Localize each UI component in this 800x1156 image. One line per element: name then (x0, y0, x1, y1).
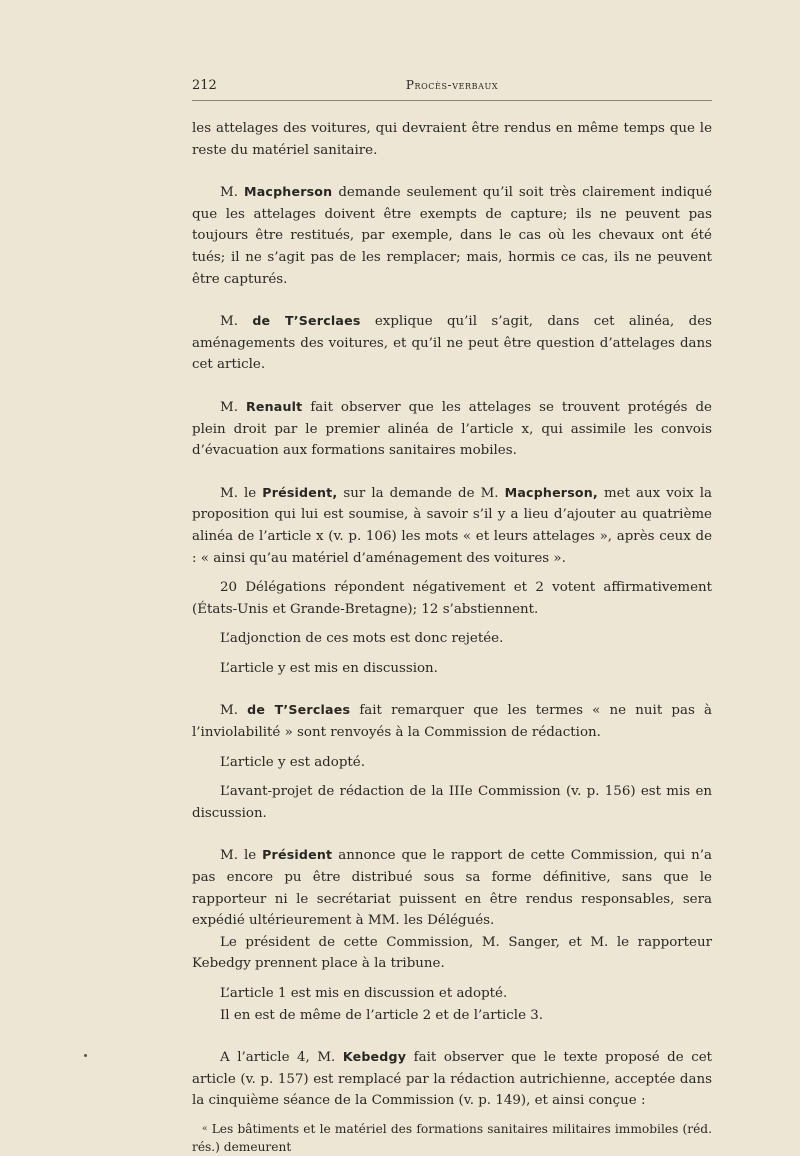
paragraph-17: « Les bâtiments et le matériel des formations sanitaires militaires immobiles (réd. rés.) demeurent (192, 1121, 712, 1154)
speaker-name: de T’Serclaes (252, 313, 361, 329)
paragraph-2: M. Macpherson demande seulement qu’il soit très clairement indiqué que les attelages doivent être exempts de capture; ils ne peuvent pas toujours être restitués, par exemple, dans le cas où les chevaux ont été tués; il ne s’agit pas de les remplacer; mais, hormis ce cas, ils ne peuvent être capturés. (192, 184, 712, 287)
quote-mark: « (202, 1123, 208, 1134)
paragraph-7: L’adjonction de ces mots est donc rejetée. (220, 631, 504, 647)
speaker-name: Kebedgy (342, 1049, 407, 1065)
paper-speck (84, 1054, 87, 1057)
paragraph-10: L’article y est adopté. (220, 754, 365, 770)
paragraph-6: 20 Délégations répondent négativement et 2 votent affirmativement (États-Unis et Grande-Bretagne); 12 s’abstiennent. (192, 580, 712, 617)
paragraph-9: M. de T’Serclaes fait remarquer que les termes « ne nuit pas à l’inviolabilité » sont renvoyés à la Commission de rédaction. (192, 702, 712, 741)
paragraph-16: A l’article 4, M. Kebedgy fait observer que le texte proposé de cet article (v. p. 157) est remplacé par la rédaction autrichienne, acceptée dans la cinquième séance de la Commission (v. p. 149), et ainsi conçue : (192, 1049, 713, 1109)
speaker-name: Renault (245, 398, 303, 414)
paragraph-14: L’article 1 est mis en discussion et adopté. (220, 986, 508, 1001)
speaker-name: Président, (262, 484, 338, 500)
speaker-name: Macpherson (243, 184, 333, 200)
paragraph-15: Il en est de même de l’article 2 et de l’article 3. (220, 1007, 544, 1023)
paragraph-5: M. le Président, sur la demande de M. Macpherson, met aux voix la proposition qui lui est soumise, à savoir s’il y a lieu d’ajouter au quatrième alinéa de l’article x (v. p. 106) les mots « et leurs attelages », après ceux de : « ainsi qu’au matériel d’aménagement des voitures ». (192, 484, 712, 566)
page-number: 212 (192, 78, 217, 93)
paragraph-12: M. le Président annonce que le rapport de cette Commission, qui n’a pas encore pu être distribué sous sa forme définitive, sans que le rapporteur ni le secrétariat puissent en être rendus responsables, sera expédié ultérieurement à MM. les Délégués. (192, 847, 712, 929)
speaker-name: Macpherson, (504, 484, 598, 500)
speaker-name: Président (262, 847, 333, 863)
paragraph-4: M. Renault fait observer que les attelages se trouvent protégés de plein droit par le premier alinéa de l’article x, qui assimile les convois d’évacuation aux formations sanitaires mobiles. (192, 398, 712, 459)
speaker-name: de T’Serclaes (247, 702, 351, 718)
paragraph-1: les attelages des voitures, qui devraient être rendus en même temps que le reste du matériel sanitaire. (192, 121, 712, 158)
paragraph-3: M. de T’Serclaes explique qu’il s’agit, dans cet alinéa, des aménagements des voitures, et qu’il ne peut être question d’attelages dans cet article. (192, 313, 712, 373)
paragraph-13: Le président de cette Commission, M. Sanger, et M. le rapporteur Kebedgy prennent place à la tribune. (192, 934, 712, 972)
page-body (192, 118, 712, 1156)
page-header (192, 78, 712, 101)
running-title: Procès-verbaux (405, 78, 499, 92)
paragraph-11: L’avant-projet de rédaction de la IIIe Commission (v. p. 156) est mis en discussion. (192, 784, 712, 821)
paragraph-8: L’article y est mis en discussion. (220, 660, 438, 676)
